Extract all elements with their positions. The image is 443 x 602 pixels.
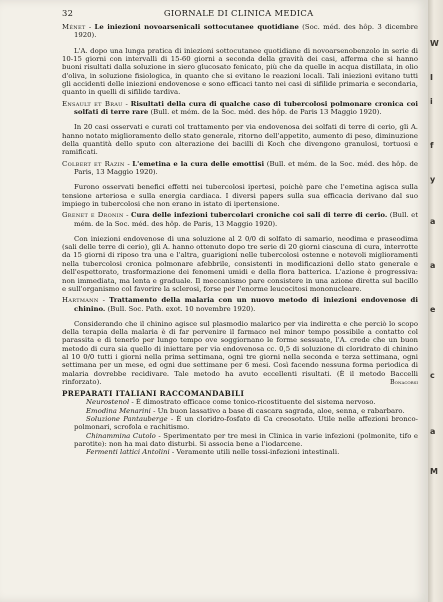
preparation-description: - È dimostrato efficace come tonico-ricostituente del sistema nervoso.: [131, 398, 376, 407]
article-citation: Grenet e Dronin - Cura delle infezioni tubercolari croniche coi sali di terre di cerio. (Bull. et mém. de la Soc. méd. des hôp. de Paris, 13 Maggio 1920).: [62, 211, 418, 228]
article-reference: (Bull. et mém. de la Soc. méd. des hôp. de Paris, 13 Maggio 1920).: [74, 211, 418, 228]
edge-mark: a: [430, 261, 436, 270]
preparation-item: [62, 432, 418, 449]
article-citation: Colbert et Razin - L'emetina e la cura delle emottisi (Bull. et mém. de la Soc. méd. des hôp. de Paris, 13 Maggio 1920).: [62, 159, 418, 176]
preparation-description: - Veramente utili nelle tossi-infezioni intestinali.: [171, 448, 340, 457]
edge-mark: a: [430, 217, 436, 226]
article-body: L'A. dopo una lunga pratica di iniezioni sottocutanee quotidiane di novoarsenobenzolo in serie di 10-15 giorni con intervalli di 15-60 giorni a seconda della gravità dei casi, afferma che si hanno buoni risultati dalla soluzione in siero glucosato fenicato, più che da quelle in acqua distillata, in olio d'oliva, in soluzione fisiologica, in quanto che si evitano le reazioni locali. Tali iniezioni evitano tutti gli accidenti delle iniezioni endovenose e sono efficaci tanto nei casi di sifilide primaria e secondaria, quanto in quelli di sifilide tardiva.: [62, 46, 418, 97]
article-reference: (Soc. méd. des hôp. 3 dicembre 1920).: [74, 23, 418, 40]
article-citation: Hartmann - Trattamento della malaria con un nuovo metodo di iniezioni endovenose di chinino. (Bull. Soc. Path. exot. 10 novembre 1920).: [62, 296, 418, 313]
edge-mark: c: [430, 371, 435, 380]
preparation-name: Neurostenol: [86, 398, 130, 407]
article-title: Trattamento della malaria con un nuovo metodo di iniezioni endovenose di chinino.: [74, 296, 418, 313]
preparation-description: - Sperimentato per tre mesi in Clinica in varie infezioni (polmonite, tifo e parotite): non ha mai dato disturbi. Si associa bene a l'iodarcene.: [74, 431, 418, 448]
page-content: [62, 8, 418, 457]
edge-mark: y: [430, 175, 436, 184]
edge-mark: f: [430, 141, 434, 150]
page-number: 32: [62, 8, 74, 18]
article-body: Considerando che il chinino agisce sul plasmodio malarico per via indiretta e che perciò lo scopo della terapia della malaria è di far pervenire il farmaco nel minor tempo possibile a contatto col parassita e di tenerlo per lungo tempo ove soggiornano le forme sessuate, l'A. crede che un buon metodo di cura sia quello di iniettare per via endovenosa cc. 0,5 di soluzione di cloridrato di chinino al 10 0/0 tutti i giorni nella prima settimana, ogni tre giorni nella seconda e terza settimana, ogni settimana per un mese, ed ogni due settimane per 6 mesi. Così facendo nessuna forma periodica di malaria dovrebbe recidivare. Tale metodo ha avuto eccellenti risultati. (È il metodo Baccelli rinforzato).: [62, 319, 418, 387]
article-body: Furono osservati benefici effetti nei tubercolosi ipertesi, poichè pare che l'emetina agisca sulla tensione arteriosa e sulla energia cardiaca. I diversi papers sulla sua efficacia derivano dal suo impiego in tubercolosi che non erano in istato di ipertensione.: [62, 183, 418, 208]
preparation-name: Emodina Menarini: [86, 406, 151, 415]
article-author: Hartmann: [62, 296, 99, 305]
article-title: Cura delle infezioni tubercolari croniche coi sali di terre di cerio.: [131, 211, 388, 220]
preparation-name: Chinammina Cutolo: [86, 431, 156, 440]
preparation-item: [62, 448, 418, 456]
article-title: Risultati della cura di qualche caso di tubercolosi polmonare cronica coi solfati di terre rare: [74, 99, 418, 116]
article-author: Colbert et Razin: [62, 159, 125, 168]
article-author: Grenet e Dronin: [62, 211, 124, 220]
preparation-description: - Un buon lassativo a base di cascara sagrada, aloe, senna, e rabarbaro.: [153, 406, 405, 415]
section-heading: PREPARATI ITALIANI RACCOMANDABILI: [62, 388, 245, 398]
adjacent-page-edge: [428, 0, 443, 602]
article-title: L'emetina e la cura delle emottisi: [132, 159, 265, 168]
article-author: Ensault et Brau: [62, 99, 123, 108]
edge-mark: I: [430, 73, 433, 82]
article-body: In 20 casi osservati e curati col trattamento per via endovenosa dei solfati di terre di cerio, gli A. hanno notato miglioramento dello stato generale, ritorno dell'appetito, aumento di peso, diminuzione della quantità dello sputo con alterazione dei bacilli di Koch che divengono granulosi, tortuosi e ramificati.: [62, 123, 418, 157]
edge-mark: i: [430, 97, 433, 106]
article-citation: Ensault et Brau - Risultati della cura di qualche caso di tubercolosi polmonare cronica coi solfati di terre rare (Bull. et mém. de la Soc. méd. des hôp. de Paris 13 Maggio 1920).: [62, 99, 418, 116]
preparation-item: [62, 415, 418, 432]
article-body: Con iniezioni endovenose di una soluzione al 2 0/0 di solfato di samario, neodima e praseodima (sali delle terre di cerio), gli A. hanno ottenuto dopo tre serie di 20 giorni ciascuna di cura, interrotte da 15 giorni di riposo tra una e l'altra, guarigioni nelle tubercolosi ostenne e notevoli miglioramenti nella tubercolosi cronica polmonare afebbrile, consistenti in modificazioni dello stato generale e dell'espettorato, trasformazione dei fenomeni umidi e della flora batterica. L'azione è progressiva: non immediata, ma lenta e graduale. Il meccanismo pare consistere in una azione diretta sul bacillo e sull'organismo col favorire la sclerosi, forse per l'enorme leucocitosi mononucleare.: [62, 234, 418, 293]
preparation-name: Fermenti lattici Antolini: [86, 448, 170, 457]
edge-mark: a: [430, 427, 436, 436]
article-citation: Ménet - Le iniezioni novoarsenicali sottocutanee quotidiane (Soc. méd. des hôp. 3 dicembre 1920).: [62, 23, 418, 40]
preparation-item: [62, 407, 418, 415]
edge-mark: W: [430, 39, 439, 48]
article-signature: Bonacorsi: [390, 378, 418, 386]
running-title: GIORNALE DI CLINICA MEDICA: [163, 8, 314, 18]
preparation-item: [62, 398, 418, 406]
edge-mark: M: [430, 467, 438, 476]
preparation-description: - È un cloridro-fosfato di Ca creosotato. Utile nelle affezioni bronco-polmonari, scrofola e rachitismo.: [74, 414, 418, 432]
article-reference: (Bull. et mém. de la Soc. méd. des hôp. de Paris, 13 Maggio 1920).: [74, 159, 418, 176]
article-reference: (Bull. et mém. de la Soc. méd. des hôp. de Paris 13 Maggio 1920).: [150, 107, 382, 116]
edge-mark: e: [430, 305, 436, 314]
article-title: Le iniezioni novoarsenicali sottocutanee quotidiane: [94, 23, 299, 31]
preparation-name: Soluzione Pantauberge: [86, 414, 168, 423]
page-header: [62, 8, 418, 18]
article-author: Ménet: [62, 23, 86, 31]
article-reference: (Bull. Soc. Path. exot. 10 novembre 1920).: [107, 304, 256, 313]
